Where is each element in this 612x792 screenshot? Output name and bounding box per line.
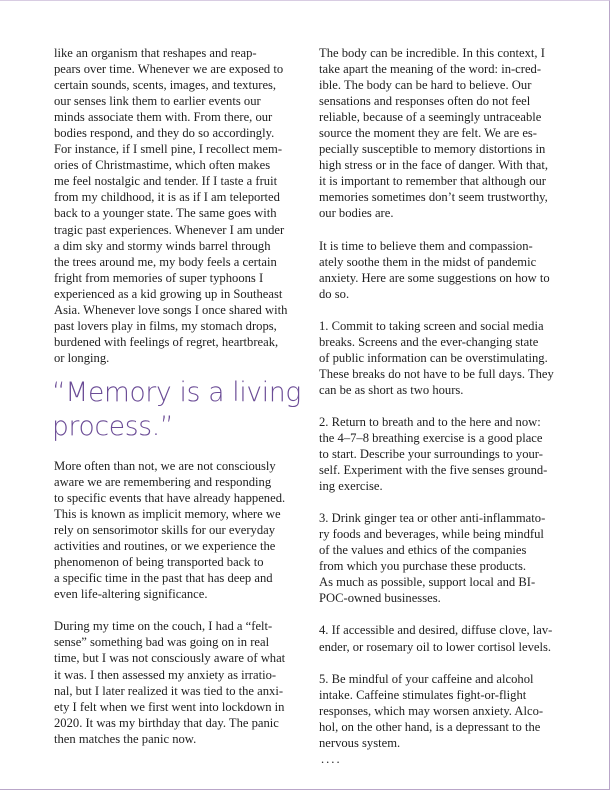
body-paragraph-2-line: even life-altering significance. [54,587,208,602]
body-paragraph-1-line: a dim sky and stormy winds barrel through [54,238,271,253]
right-column [319,45,557,767]
body-paragraph-3-line: it was. I then assessed my anxiety as irratio- [54,667,277,682]
list-item-5-line: hol, on the other hand, is a depressant to the [319,719,541,734]
paragraph-gap [319,398,557,414]
body-paragraph-2 [54,458,292,602]
paragraph-gap [319,494,557,510]
list-item-1-line: can be as short as two hours. [319,382,464,397]
body-paragraph-2-line: More often than not, we are not consciously [54,458,276,473]
list-item-3-line: As much as possible, support local and BI- [319,575,536,590]
body-paragraph-2-line: aware we are remembering and responding [54,474,272,489]
body-paragraph-5-line: It is time to believe them and compassion- [319,238,533,253]
list-item-5-line: nervous system. [319,735,401,750]
body-paragraph-1-line: pears over time. Whenever we are exposed to [54,62,284,77]
body-paragraph-5 [319,238,557,302]
list-item-5-line: responses, which may worsen anxiety. Alco- [319,703,544,718]
list-item-5 [319,671,557,751]
body-paragraph-4-line: pecially susceptible to memory distortions in [319,142,546,157]
body-paragraph-3-line: During my time on the couch, I had a “felt- [54,619,273,634]
list-item-2-line: to start. Describe your surroundings to your- [319,447,543,462]
list-item-1-line: of public information can be overstimulating. [319,350,548,365]
body-paragraph-3-line: 2020. It was my birthday that day. The panic [54,715,279,730]
body-paragraph-1-line: fright from memories of super typhoons I [54,270,264,285]
list-item-1-line: 1. Commit to taking screen and social media [319,318,544,333]
list-item-3-line: POC-owned businesses. [319,591,441,606]
body-paragraph-4-line: take apart the meaning of the word: in-cred- [319,62,542,77]
body-paragraph-2-line: rely on sensorimotor skills for our everyday [54,523,276,538]
body-paragraph-1-line: our senses link them to earlier events our [54,94,261,109]
list-item-3-line: 3. Drink ginger tea or other anti-inflammato- [319,511,546,526]
list-item-5-line: 5. Be mindful of your caffeine and alcohol [319,671,534,686]
body-paragraph-1-line: minds associate them with. From there, our [54,110,273,125]
list-item-2-line: self. Experiment with the five senses ground- [319,463,548,478]
list-item-1-line: breaks. Screens and the ever-changing state [319,334,539,349]
body-paragraph-4-line: sensations and responses often do not feel [319,94,531,109]
body-paragraph-4-line: our bodies are. [319,206,394,221]
body-paragraph-1-line: me feel nostalgic and tender. If I taste a fruit [54,174,278,189]
body-paragraph-4-line: source the moment they are felt. We are es- [319,126,537,141]
body-paragraph-2-line: This is known as implicit memory, where we [54,507,281,522]
body-paragraph-4-line: ible. The body can be hard to believe. Our [319,78,532,93]
paragraph-gap [319,606,557,622]
body-paragraph-1-line: burdened with feelings of regret, heartbreak, [54,334,279,349]
list-item-4-line: ender, or rosemary oil to lower cortisol levels. [319,639,552,654]
list-item-1 [319,318,557,398]
continuation-ellipsis: .... [321,751,342,766]
list-item-1-line: These breaks do not have to be full days. They [319,366,554,381]
body-paragraph-1-line: For instance, if I smell pine, I recollect mem- [54,142,283,157]
body-paragraph-4-line: reliable, because of a seemingly untraceable [319,110,542,125]
list-item-3-line: from which you purchase these products. [319,559,527,574]
list-item-3-line: of the values and ethics of the companies [319,543,527,558]
body-paragraph-1-line: past lovers play in films, my stomach drops, [54,318,277,333]
body-paragraph-4-line: it is important to remember that although our [319,174,546,189]
body-paragraph-1 [54,45,292,366]
pull-quote [52,376,301,444]
body-paragraph-1-line: tragic past experiences. Whenever I am under [54,222,285,237]
list-item-4 [319,622,557,654]
paragraph-gap [319,222,557,238]
paragraph-gap [54,602,292,618]
body-paragraph-3-line: time, but I was not consciously aware of what [54,651,286,666]
body-paragraph-5-line: do so. [319,286,350,301]
body-paragraph-3-line: sense” something bad was going on in real [54,635,270,650]
body-paragraph-5-line: ately soothe them in the midst of pandemic [319,254,537,269]
body-paragraph-1-line: back to a younger state. The same goes with [54,206,277,221]
body-paragraph-1-line: ories of Christmastime, which often makes [54,158,271,173]
body-paragraph-4-line: The body can be incredible. In this context, I [319,46,545,60]
list-item-2-line: ing exercise. [319,479,383,494]
list-item-2-line: 2. Return to breath and to the here and now: [319,414,541,429]
pull-quote-line: process.” [52,410,174,442]
body-paragraph-5-line: anxiety. Here are some suggestions on how to [319,270,550,285]
body-paragraph-3-line: ety I felt when we first went into lockdown in [54,699,285,714]
body-paragraph-2-line: phenomenon of being transported back to [54,555,264,570]
list-item-5-line: intake. Caffeine stimulates fight-or-flight [319,687,527,702]
body-paragraph-4 [319,45,557,222]
list-item-3-line: ry foods and beverages, while being mindful [319,527,544,542]
body-paragraph-1-line: certain sounds, scents, images, and textures, [54,78,277,93]
body-paragraph-1-line: Asia. Whenever love songs I once shared with [54,302,288,317]
body-paragraph-1-line: or longing. [54,350,110,365]
body-paragraph-3-line: then matches the panic now. [54,731,197,746]
body-paragraph-4-line: memories sometimes don’t seem trustworthy, [319,190,548,205]
body-paragraph-2-line: a specific time in the past that has deep and [54,571,273,586]
body-paragraph-1-line: like an organism that reshapes and reap- [54,46,257,60]
body-paragraph-2-line: to specific events that have already happened. [54,491,286,506]
list-item-4-line: 4. If accessible and desired, diffuse clove, lav- [319,623,553,638]
body-paragraph-2-line: activities and routines, or we experience the [54,539,276,554]
body-paragraph-4-line: high stress or in the face of danger. With that, [319,158,549,173]
body-paragraph-3 [54,618,292,746]
body-paragraph-1-line: the trees around me, my body feels a certain [54,254,277,269]
paragraph-gap [319,302,557,318]
list-item-2-line: the 4–7–8 breathing exercise is a good place [319,430,543,445]
body-paragraph-1-line: from my childhood, it is as if I am teleported [54,190,280,205]
paragraph-gap [319,655,557,671]
body-paragraph-3-line: nal, but I later realized it was tied to the anxi- [54,683,284,698]
left-column [52,45,301,747]
body-paragraph-1-line: bodies respond, and they do so accordingly. [54,126,275,141]
list-item-3 [319,510,557,606]
list-item-2 [319,414,557,494]
pull-quote-line: “Memory is a living [52,376,301,408]
body-paragraph-1-line: experienced as a kid growing up in Southeast [54,286,283,301]
